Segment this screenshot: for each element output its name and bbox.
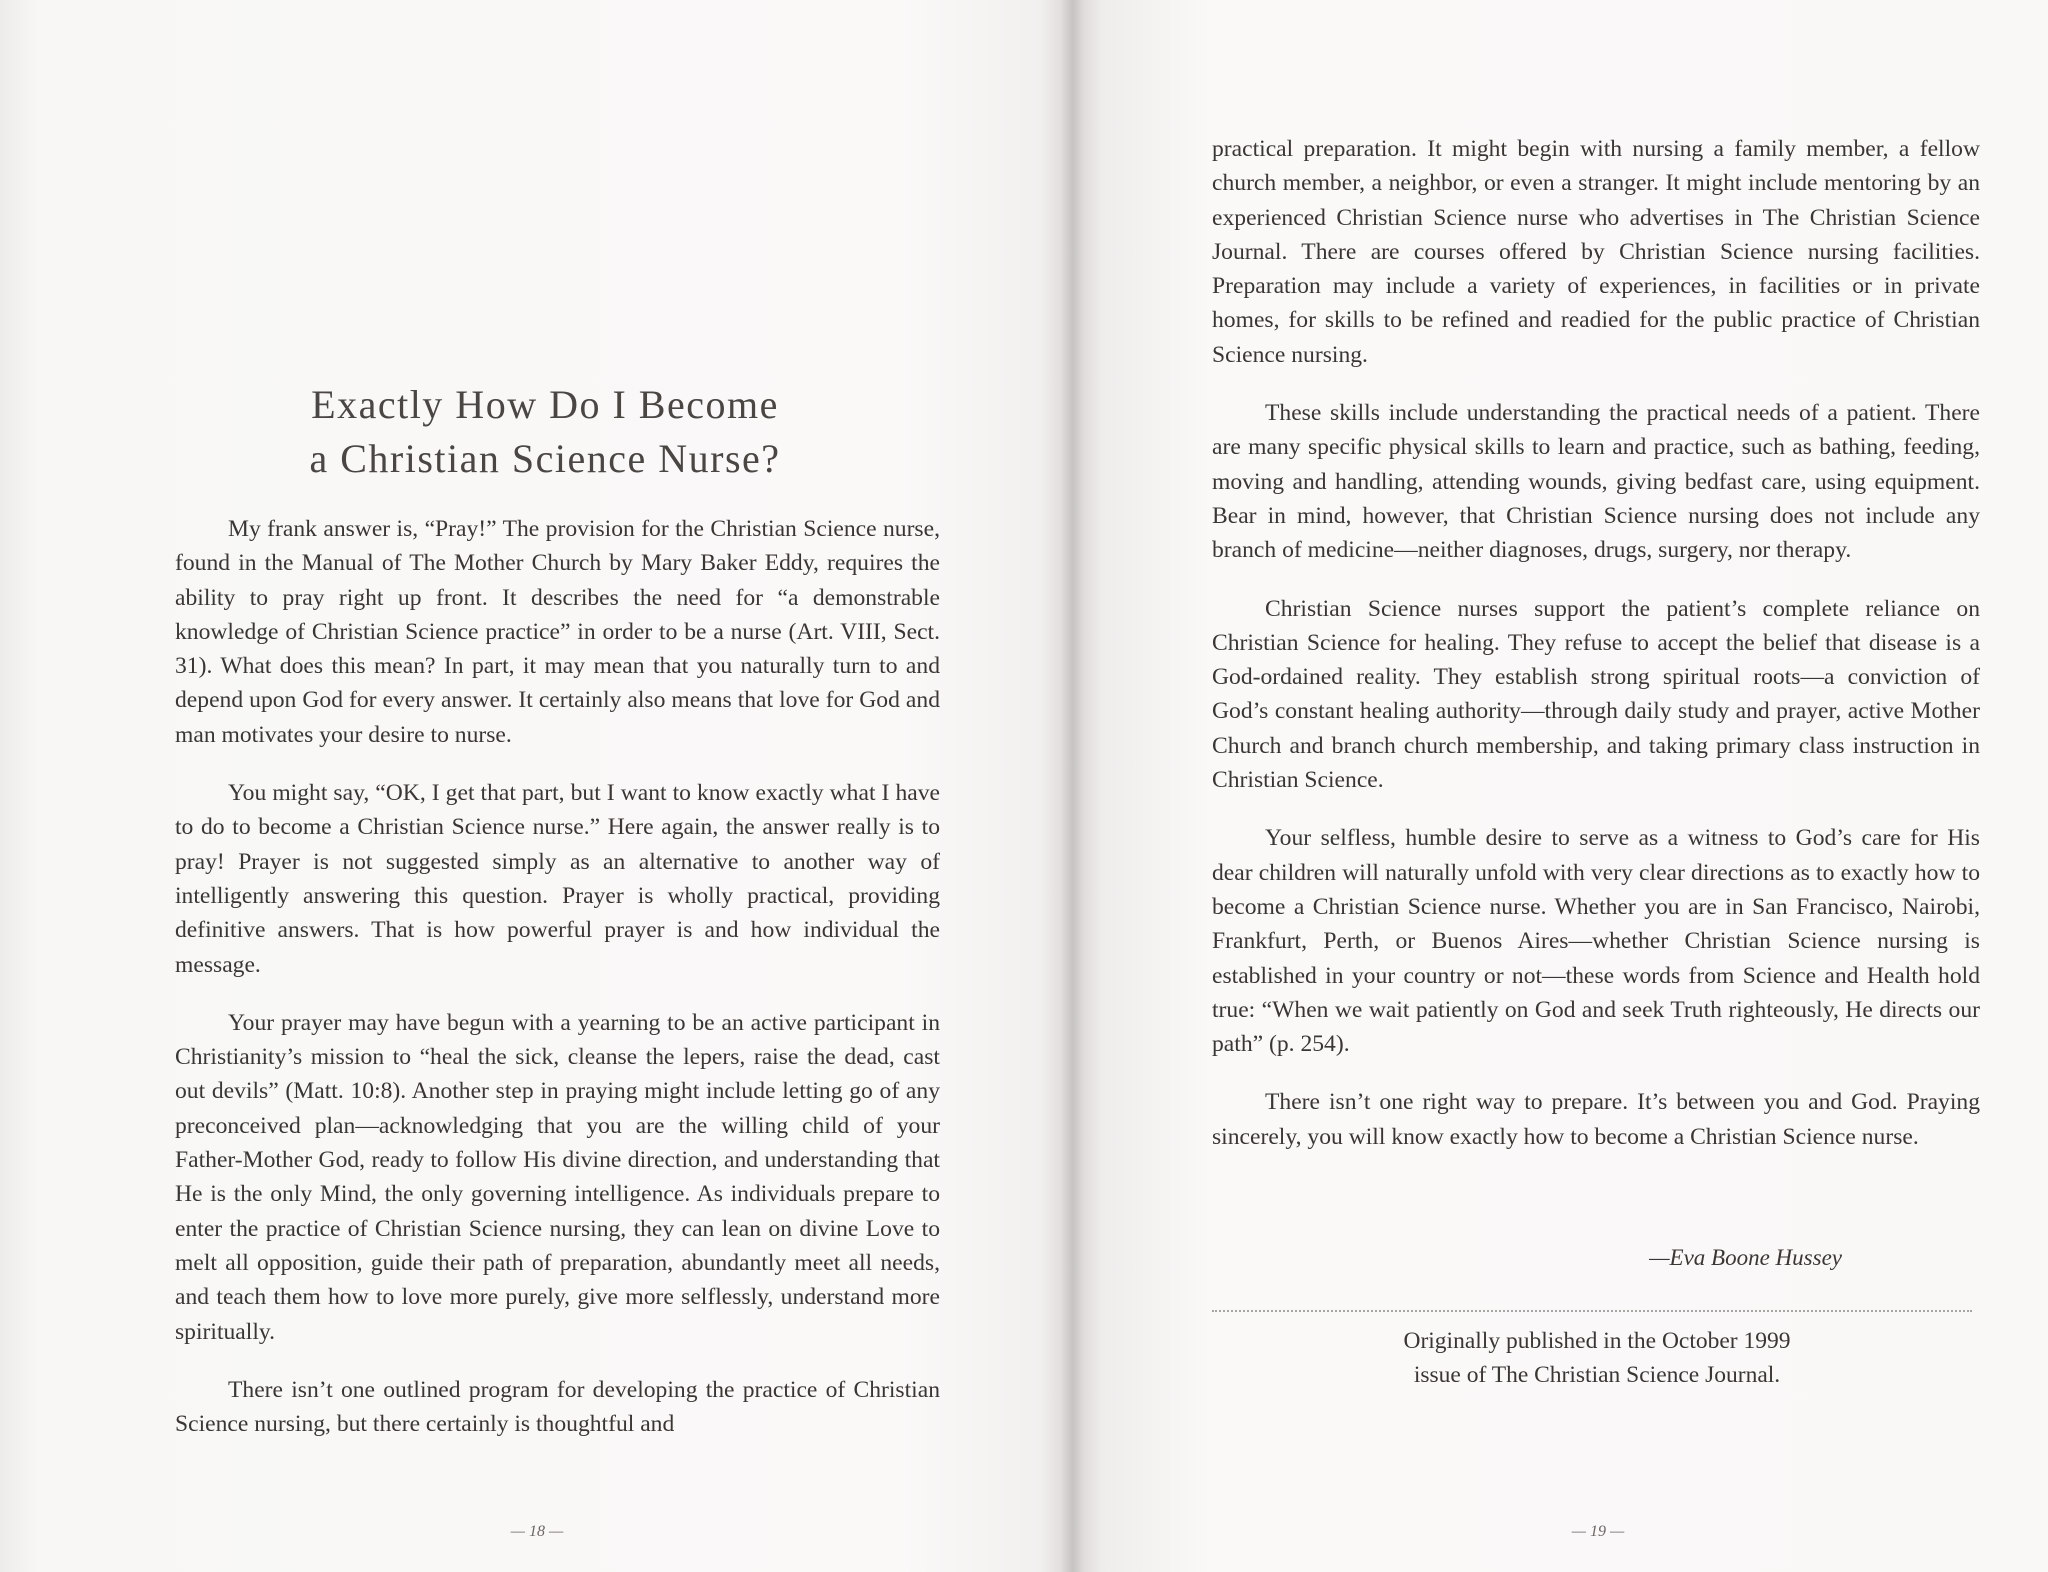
paragraph: There isn’t one outlined program for developing the practice of Christian Science nursing, but there certainly is thoughtful and [175, 1376, 940, 1438]
article-title [175, 378, 915, 486]
paragraph: Christian Science nurses support the patient’s complete reliance on Christian Science for healing. They refuse to accept the belief that disease is a God-ordained reality. They establish strong spiritual roots—a conviction of God’s constant healing authority—through daily study and prayer, active Mother Church and branch church membership, and taking primary class instruction in Christian Science. [1212, 595, 1980, 794]
paragraph: There isn’t one right way to prepare. It’s between you and God. Praying sincerely, you will know exactly how to become a Christian Science nurse. [1212, 1089, 1980, 1150]
paragraph: These skills include understanding the practical needs of a patient. There are many specific physical skills to learn and practice, such as bathing, feeding, moving and handling, attending wounds, giving bedfast care, using equipment. Bear in mind, however, that Christian Science nursing does not include any branch of medicine—neither diagnoses, drugs, surgery, nor therapy. [1212, 400, 1980, 564]
publication-credit [1212, 1324, 1982, 1392]
paragraph: Your prayer may have begun with a yearning to be an active participant in Christianity’s mission to “heal the sick, cleanse the lepers, raise the dead, cast out devils” (Matt. 10:8). Another step in praying might include letting go of any preconceived plan—acknowledging that you are the willing child of your Father-Mother God, ready to follow His divine direction, and understanding that He is the only Mind, the only governing intelligence. As individuals prepare to enter the practice of Christian Science nursing, they can lean on divine Love to melt all opposition, guide their path of preparation, abundantly meet all needs, and teach them how to love more purely, give more selflessly, understand more spiritually. [175, 1009, 940, 1345]
title-line-2: a Christian Science Nurse? [309, 436, 781, 481]
left-text-column [175, 512, 940, 1441]
credit-line-1: Originally published in the October 1999 [1403, 1328, 1791, 1354]
paragraph: practical preparation. It might begin with nursing a family member, a fellow church member, a neighbor, or even a stranger. It might include mentoring by an experienced Christian Science nurse who advertises in The Christian Science Journal. There are courses offered by Christian Science nursing facilities. Preparation may include a variety of experiences, in facilities or in private homes, for skills to be refined and readied for the public practice of Christian Science nursing. [1212, 136, 1980, 368]
paragraph: You might say, “OK, I get that part, but I want to know exactly what I have to do to become a Christian Science nurse.” Here again, the answer really is to pray! Prayer is not suggested simply as an alternative to another way of intelligently answering this question. Prayer is wholly practical, providing definitive answers. That is how powerful prayer is and how individual the message. [175, 780, 940, 978]
page-number-left: — 18 — [510, 1523, 564, 1540]
paragraph: Your selfless, humble desire to serve as a witness to God’s care for His dear children will naturally unfold with very clear directions as to exactly how to become a Christian Science nurse. Whether you are in San Francisco, Nairobi, Frankfurt, Perth, or Buenos Aires—whether Christian Science nursing is established in your country or not—these words from Science and Health hold true: “When we wait patiently on God and seek Truth righteously, He directs our path” (p. 254). [1212, 825, 1980, 1058]
credit-line-2: issue of The Christian Science Journal. [1413, 1362, 1781, 1388]
title-line-1: Exactly How Do I Become [311, 382, 779, 427]
dotted-divider [1212, 1310, 1972, 1312]
right-text-column [1212, 132, 1980, 1154]
book-gutter [1060, 0, 1084, 1572]
author-signature: —Eva Boone Hussey [1649, 1245, 1842, 1270]
page-number-right: — 19 — [1571, 1523, 1625, 1540]
paragraph: My frank answer is, “Pray!” The provision for the Christian Science nurse, found in the Manual of The Mother Church by Mary Baker Eddy, requires the ability to pray right up front. It describes the need for “a demonstrable knowledge of Christian Science practice” in order to be a nurse (Art. VIII, Sect. 31). What does this mean? In part, it may mean that you naturally turn to and depend upon God for every answer. It certainly also means that love for God and man motivates your desire to nurse. [175, 516, 940, 748]
